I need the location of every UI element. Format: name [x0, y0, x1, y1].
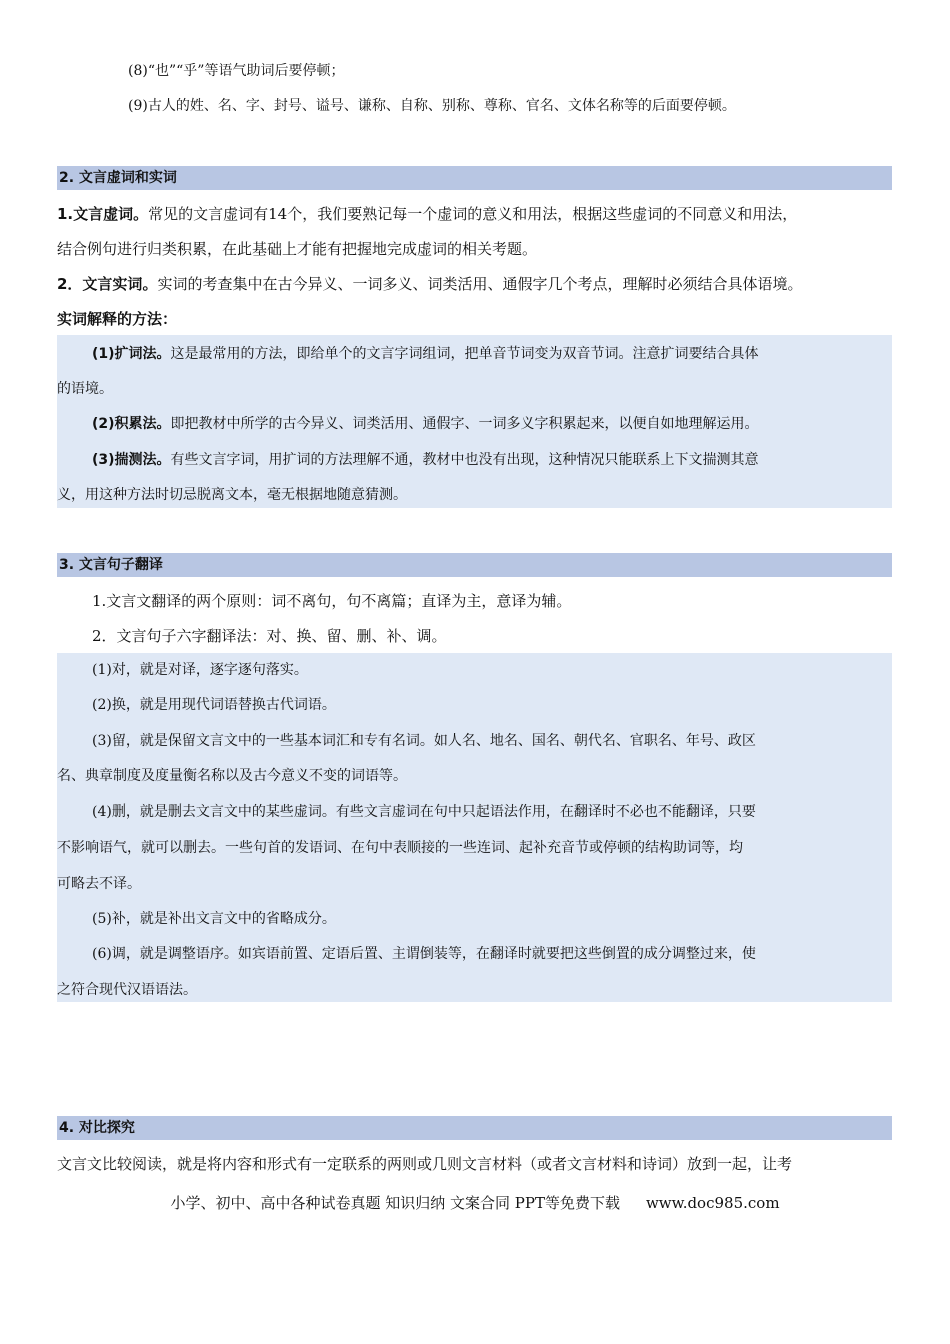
methods-title: 实词解释的方法：	[57, 310, 178, 328]
list-item: (8)“也”“乎”等语气助词后要停顿；	[128, 63, 345, 79]
translation-item-cont: 可略去不译。	[57, 876, 141, 892]
term-label: 1.文言虚词。	[57, 205, 149, 223]
term-label: 2．文言实词。	[57, 275, 158, 293]
method-label: (1)扩词法。	[92, 346, 171, 362]
method-item: (2)积累法。即把教材中所学的古今异义、词类活用、通假字、一词多义字积累起来，以便自如地理解运用。	[92, 416, 759, 432]
translation-item: (1)对，就是对译，逐字逐句落实。	[92, 662, 308, 678]
method-item-cont: 义，用这种方法时切忌脱离文本，毫无根据地随意猜测。	[57, 487, 407, 503]
translation-item: (6)调，就是调整语序。如宾语前置、定语后置、主谓倒装等，在翻译时就要把这些倒置的成分调整过来，使	[92, 946, 756, 962]
list-item: (9)古人的姓、名、字、封号、谥号、谦称、自称、别称、尊称、官名、文体名称等的后面要停顿。	[128, 98, 736, 114]
translation-principle: 1.文言文翻译的两个原则：词不离句，句不离篇；直译为主，意译为辅。	[92, 592, 572, 610]
section-heading-4: 4. 对比探究	[57, 1116, 892, 1140]
section-heading-3: 3. 文言句子翻译	[57, 553, 892, 577]
paragraph-xuci: 1.文言虚词。常见的文言虚词有14个，我们要熟记每一个虚词的意义和用法，根据这些虚词的不同意义和用法，	[57, 205, 798, 223]
paragraph-comparison: 文言文比较阅读，就是将内容和形式有一定联系的两则或几则文言材料（或者文言材料和诗词）放到一起，让考	[57, 1155, 793, 1173]
section-heading-2: 2. 文言虚词和实词	[57, 166, 892, 190]
translation-item-cont: 之符合现代汉语语法。	[57, 982, 197, 998]
method-item: (3)揣测法。有些文言字词，用扩词的方法理解不通，教材中也没有出现，这种情况只能联系上下文揣测其意	[92, 452, 759, 468]
translation-item: (3)留，就是保留文言文中的一些基本词汇和专有名词。如人名、地名、国名、朝代名、官职名、年号、政区	[92, 733, 756, 749]
page-footer	[0, 1193, 950, 1213]
footer-site-link[interactable]: www.doc985.com	[645, 1194, 780, 1212]
translation-item-cont: 名、典章制度及度量衡名称以及古今意义不变的词语等。	[57, 768, 407, 784]
paragraph-xuci-cont: 结合例句进行归类积累，在此基础上才能有把握地完成虚词的相关考题。	[57, 240, 538, 258]
footer-text: 小学、初中、高中各种试卷真题 知识归纳 文案合同 PPT等免费下载	[170, 1194, 620, 1212]
method-label: (3)揣测法。	[92, 452, 171, 468]
method-item-cont: 的语境。	[57, 381, 113, 397]
translation-item: (2)换，就是用现代词语替换古代词语。	[92, 697, 336, 713]
paragraph-shici: 2．文言实词。实词的考查集中在古今异义、一词多义、词类活用、通假字几个考点，理解时必须结合具体语境。	[57, 275, 803, 293]
translation-item: (5)补，就是补出文言文中的省略成分。	[92, 911, 336, 927]
method-item: (1)扩词法。这是最常用的方法，即给单个的文言字词组词，把单音节词变为双音节词。注意扩词要结合具体	[92, 346, 759, 362]
method-label: (2)积累法。	[92, 416, 171, 432]
translation-item: (4)删，就是删去文言文中的某些虚词。有些文言虚词在句中只起语法作用，在翻译时不必也不能翻译，只要	[92, 804, 756, 820]
translation-method: 2．文言句子六字翻译法：对、换、留、删、补、调。	[92, 627, 447, 645]
translation-item-cont: 不影响语气，就可以删去。一些句首的发语词、在句中表顺接的一些连词、起补充音节或停顿的结构助词等，均	[57, 840, 743, 856]
